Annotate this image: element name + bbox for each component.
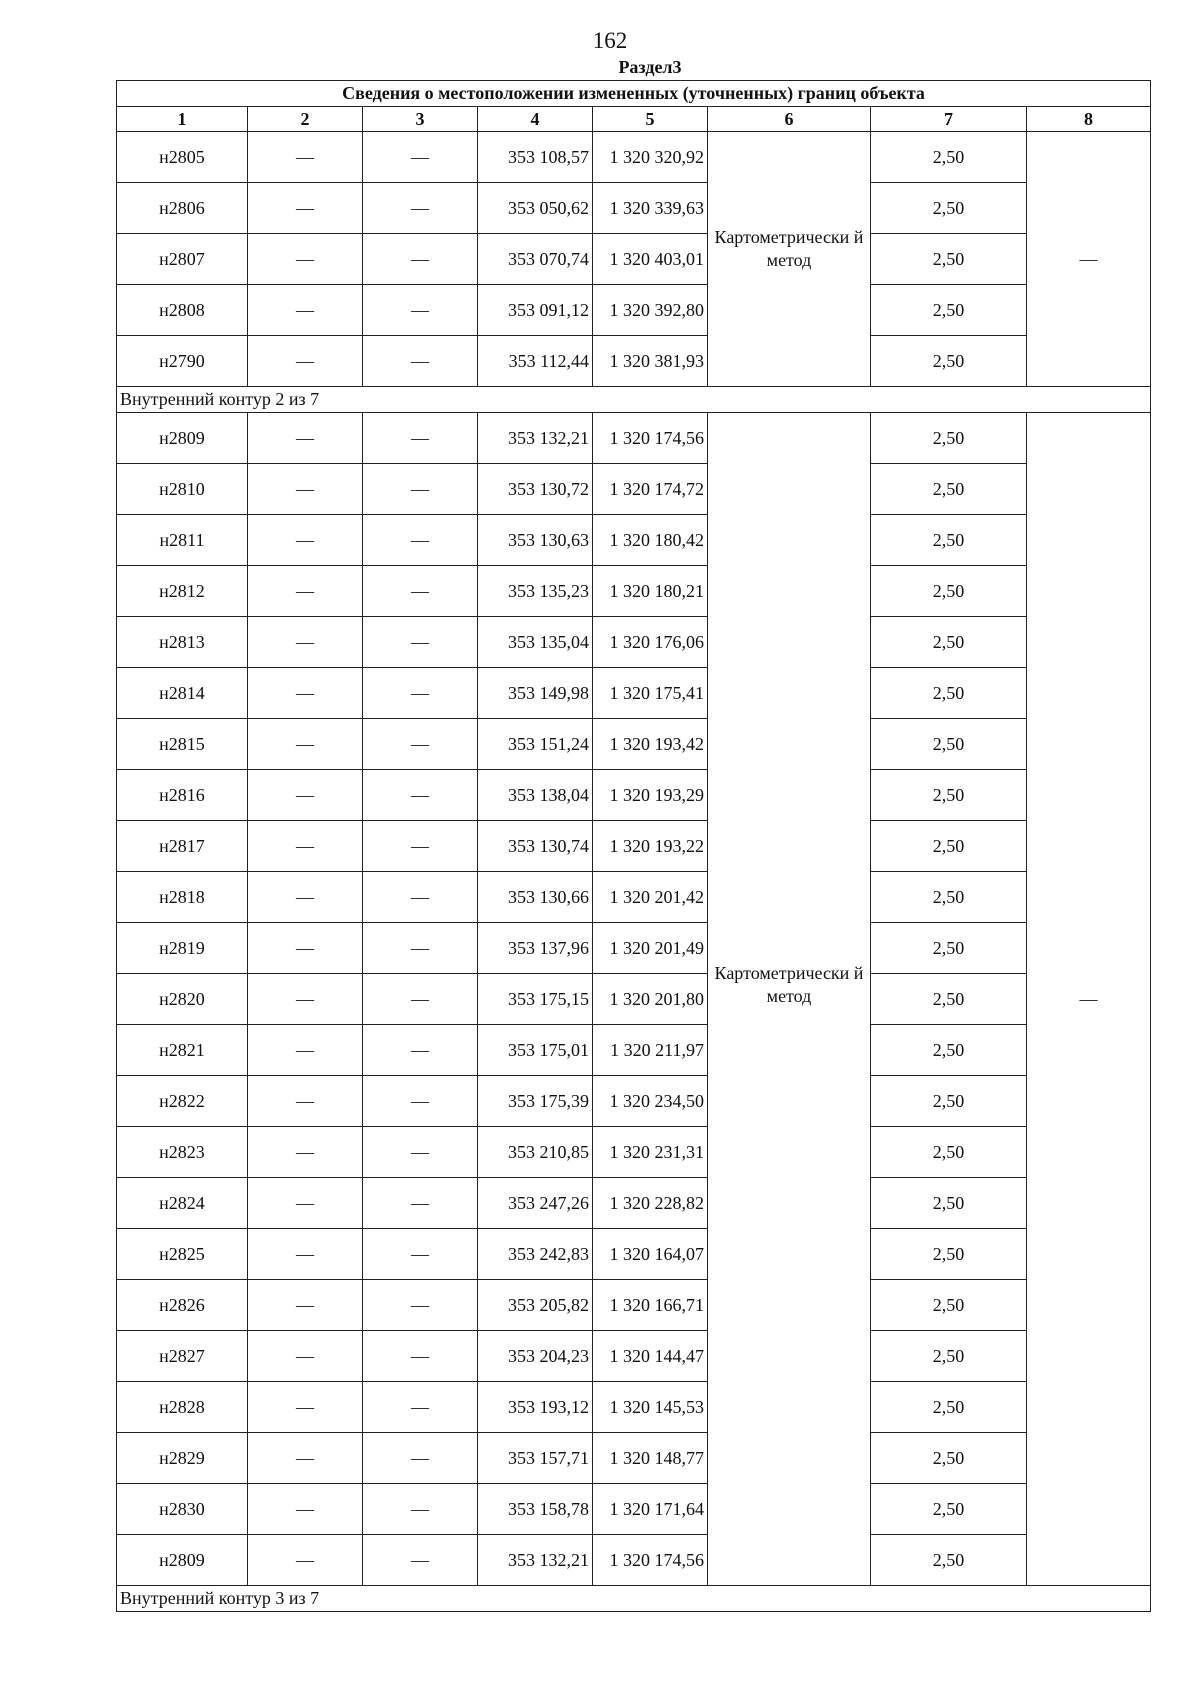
table-row: [117, 1025, 1151, 1076]
table-row: [117, 923, 1151, 974]
point-name-cell: н2821: [117, 1025, 248, 1076]
column-3-cell: —: [363, 183, 478, 234]
column-2-cell: —: [248, 923, 363, 974]
accuracy-cell: 2,50: [871, 617, 1027, 668]
x-coordinate-cell: 353 158,78: [478, 1484, 593, 1535]
point-name-cell: н2809: [117, 1535, 248, 1586]
accuracy-cell: 2,50: [871, 1076, 1027, 1127]
y-coordinate-cell: 1 320 201,42: [593, 872, 708, 923]
y-coordinate-cell: 1 320 145,53: [593, 1382, 708, 1433]
y-coordinate-cell: 1 320 164,07: [593, 1229, 708, 1280]
accuracy-cell: 2,50: [871, 464, 1027, 515]
column-2-cell: —: [248, 234, 363, 285]
column-3-cell: —: [363, 617, 478, 668]
accuracy-cell: 2,50: [871, 336, 1027, 387]
column-3-cell: —: [363, 566, 478, 617]
y-coordinate-cell: 1 320 234,50: [593, 1076, 708, 1127]
table-row: [117, 974, 1151, 1025]
point-name-cell: н2819: [117, 923, 248, 974]
accuracy-cell: 2,50: [871, 413, 1027, 464]
column-2-cell: —: [248, 132, 363, 183]
column-2-cell: —: [248, 1076, 363, 1127]
column-3-cell: —: [363, 285, 478, 336]
table-row: [117, 872, 1151, 923]
y-coordinate-cell: 1 320 174,72: [593, 464, 708, 515]
point-name-cell: н2815: [117, 719, 248, 770]
column-2-cell: —: [248, 1127, 363, 1178]
column-number: 5: [593, 107, 708, 132]
column-3-cell: —: [363, 821, 478, 872]
accuracy-cell: 2,50: [871, 515, 1027, 566]
y-coordinate-cell: 1 320 201,80: [593, 974, 708, 1025]
column-3-cell: —: [363, 1076, 478, 1127]
point-name-cell: н2811: [117, 515, 248, 566]
table-row: [117, 1127, 1151, 1178]
y-coordinate-cell: 1 320 339,63: [593, 183, 708, 234]
boundary-coordinates-table: [116, 80, 1151, 1612]
column-2-cell: —: [248, 464, 363, 515]
x-coordinate-cell: 353 210,85: [478, 1127, 593, 1178]
table-row: [117, 464, 1151, 515]
column-2-cell: —: [248, 974, 363, 1025]
column-2-cell: —: [248, 413, 363, 464]
column-2-cell: —: [248, 1484, 363, 1535]
column-number: 4: [478, 107, 593, 132]
column-3-cell: —: [363, 336, 478, 387]
column-3-cell: —: [363, 234, 478, 285]
y-coordinate-cell: 1 320 193,22: [593, 821, 708, 872]
x-coordinate-cell: 353 070,74: [478, 234, 593, 285]
column-3-cell: —: [363, 974, 478, 1025]
table-row: [117, 566, 1151, 617]
x-coordinate-cell: 353 132,21: [478, 413, 593, 464]
table-row: [117, 183, 1151, 234]
x-coordinate-cell: 353 135,04: [478, 617, 593, 668]
accuracy-cell: 2,50: [871, 285, 1027, 336]
point-name-cell: н2812: [117, 566, 248, 617]
table-row: [117, 1280, 1151, 1331]
y-coordinate-cell: 1 320 392,80: [593, 285, 708, 336]
x-coordinate-cell: 353 193,12: [478, 1382, 593, 1433]
column-2-cell: —: [248, 821, 363, 872]
column-8-cell: —: [1027, 413, 1151, 1586]
x-coordinate-cell: 353 108,57: [478, 132, 593, 183]
table-row: [117, 1331, 1151, 1382]
accuracy-cell: 2,50: [871, 923, 1027, 974]
column-2-cell: —: [248, 1229, 363, 1280]
column-2-cell: —: [248, 1025, 363, 1076]
column-3-cell: —: [363, 132, 478, 183]
section-title: Раздел3: [618, 57, 682, 77]
point-name-cell: н2809: [117, 413, 248, 464]
point-name-cell: н2817: [117, 821, 248, 872]
column-2-cell: —: [248, 1535, 363, 1586]
y-coordinate-cell: 1 320 148,77: [593, 1433, 708, 1484]
column-3-cell: —: [363, 1382, 478, 1433]
point-name-cell: н2810: [117, 464, 248, 515]
x-coordinate-cell: 353 130,74: [478, 821, 593, 872]
point-name-cell: н2825: [117, 1229, 248, 1280]
column-2-cell: —: [248, 770, 363, 821]
table-row: [117, 821, 1151, 872]
y-coordinate-cell: 1 320 174,56: [593, 1535, 708, 1586]
table-row: [117, 1382, 1151, 1433]
table-row: [117, 285, 1151, 336]
column-3-cell: —: [363, 413, 478, 464]
y-coordinate-cell: 1 320 231,31: [593, 1127, 708, 1178]
point-name-cell: н2813: [117, 617, 248, 668]
table-row: [117, 336, 1151, 387]
table-title: Сведения о местоположении измененных (уточненных) границ объекта: [117, 81, 1151, 107]
point-name-cell: н2827: [117, 1331, 248, 1382]
table-row: [117, 770, 1151, 821]
contour-label: Внутренний контур 2 из 7: [117, 387, 1151, 413]
y-coordinate-cell: 1 320 228,82: [593, 1178, 708, 1229]
table-row: [117, 234, 1151, 285]
y-coordinate-cell: 1 320 193,29: [593, 770, 708, 821]
accuracy-cell: 2,50: [871, 1433, 1027, 1484]
column-3-cell: —: [363, 668, 478, 719]
column-2-cell: —: [248, 1433, 363, 1484]
point-name-cell: н2828: [117, 1382, 248, 1433]
x-coordinate-cell: 353 175,39: [478, 1076, 593, 1127]
point-name-cell: н2805: [117, 132, 248, 183]
point-name-cell: н2830: [117, 1484, 248, 1535]
accuracy-cell: 2,50: [871, 872, 1027, 923]
contour-label-row: [117, 387, 1151, 413]
x-coordinate-cell: 353 135,23: [478, 566, 593, 617]
y-coordinate-cell: 1 320 144,47: [593, 1331, 708, 1382]
page-number: 162: [592, 28, 628, 53]
table-row: [117, 617, 1151, 668]
accuracy-cell: 2,50: [871, 1229, 1027, 1280]
table-title-row: [117, 81, 1151, 107]
point-name-cell: н2824: [117, 1178, 248, 1229]
column-2-cell: —: [248, 515, 363, 566]
table-row: [117, 515, 1151, 566]
column-3-cell: —: [363, 923, 478, 974]
column-3-cell: —: [363, 464, 478, 515]
contour-label-row: [117, 1586, 1151, 1612]
accuracy-cell: 2,50: [871, 1331, 1027, 1382]
column-number: 3: [363, 107, 478, 132]
point-name-cell: н2807: [117, 234, 248, 285]
point-name-cell: н2829: [117, 1433, 248, 1484]
point-name-cell: н2814: [117, 668, 248, 719]
y-coordinate-cell: 1 320 166,71: [593, 1280, 708, 1331]
x-coordinate-cell: 353 175,15: [478, 974, 593, 1025]
accuracy-cell: 2,50: [871, 566, 1027, 617]
column-2-cell: —: [248, 1382, 363, 1433]
column-2-cell: —: [248, 1280, 363, 1331]
table-row: [117, 668, 1151, 719]
column-3-cell: —: [363, 1178, 478, 1229]
column-number: 6: [708, 107, 871, 132]
contour-label: Внутренний контур 3 из 7: [117, 1586, 1151, 1612]
column-2-cell: —: [248, 183, 363, 234]
x-coordinate-cell: 353 151,24: [478, 719, 593, 770]
column-2-cell: —: [248, 1331, 363, 1382]
column-2-cell: —: [248, 1178, 363, 1229]
column-2-cell: —: [248, 668, 363, 719]
column-3-cell: —: [363, 872, 478, 923]
column-3-cell: —: [363, 1229, 478, 1280]
column-3-cell: —: [363, 770, 478, 821]
column-3-cell: —: [363, 1535, 478, 1586]
column-number: 8: [1027, 107, 1151, 132]
x-coordinate-cell: 353 091,12: [478, 285, 593, 336]
x-coordinate-cell: 353 157,71: [478, 1433, 593, 1484]
y-coordinate-cell: 1 320 180,42: [593, 515, 708, 566]
y-coordinate-cell: 1 320 174,56: [593, 413, 708, 464]
accuracy-cell: 2,50: [871, 668, 1027, 719]
accuracy-cell: 2,50: [871, 1382, 1027, 1433]
x-coordinate-cell: 353 204,23: [478, 1331, 593, 1382]
method-cell: Картометрически й метод: [708, 413, 871, 1586]
point-name-cell: н2822: [117, 1076, 248, 1127]
column-3-cell: —: [363, 1127, 478, 1178]
y-coordinate-cell: 1 320 211,97: [593, 1025, 708, 1076]
table-row: [117, 1076, 1151, 1127]
x-coordinate-cell: 353 112,44: [478, 336, 593, 387]
accuracy-cell: 2,50: [871, 974, 1027, 1025]
y-coordinate-cell: 1 320 171,64: [593, 1484, 708, 1535]
x-coordinate-cell: 353 130,66: [478, 872, 593, 923]
x-coordinate-cell: 353 149,98: [478, 668, 593, 719]
column-3-cell: —: [363, 1433, 478, 1484]
accuracy-cell: 2,50: [871, 1025, 1027, 1076]
point-name-cell: н2820: [117, 974, 248, 1025]
column-3-cell: —: [363, 1025, 478, 1076]
y-coordinate-cell: 1 320 175,41: [593, 668, 708, 719]
point-name-cell: н2823: [117, 1127, 248, 1178]
column-3-cell: —: [363, 1331, 478, 1382]
table-row: [117, 719, 1151, 770]
x-coordinate-cell: 353 137,96: [478, 923, 593, 974]
column-2-cell: —: [248, 719, 363, 770]
column-3-cell: —: [363, 719, 478, 770]
table-row: [117, 1535, 1151, 1586]
x-coordinate-cell: 353 130,63: [478, 515, 593, 566]
column-2-cell: —: [248, 617, 363, 668]
point-name-cell: н2790: [117, 336, 248, 387]
column-number: 7: [871, 107, 1027, 132]
accuracy-cell: 2,50: [871, 1127, 1027, 1178]
column-3-cell: —: [363, 515, 478, 566]
x-coordinate-cell: 353 242,83: [478, 1229, 593, 1280]
y-coordinate-cell: 1 320 176,06: [593, 617, 708, 668]
y-coordinate-cell: 1 320 320,92: [593, 132, 708, 183]
point-name-cell: н2818: [117, 872, 248, 923]
x-coordinate-cell: 353 247,26: [478, 1178, 593, 1229]
accuracy-cell: 2,50: [871, 234, 1027, 285]
accuracy-cell: 2,50: [871, 821, 1027, 872]
x-coordinate-cell: 353 132,21: [478, 1535, 593, 1586]
point-name-cell: н2826: [117, 1280, 248, 1331]
x-coordinate-cell: 353 138,04: [478, 770, 593, 821]
x-coordinate-cell: 353 130,72: [478, 464, 593, 515]
table-row: [117, 1484, 1151, 1535]
column-8-cell: —: [1027, 132, 1151, 387]
accuracy-cell: 2,50: [871, 1280, 1027, 1331]
column-2-cell: —: [248, 285, 363, 336]
accuracy-cell: 2,50: [871, 1178, 1027, 1229]
accuracy-cell: 2,50: [871, 132, 1027, 183]
table-row: [117, 1178, 1151, 1229]
y-coordinate-cell: 1 320 201,49: [593, 923, 708, 974]
x-coordinate-cell: 353 175,01: [478, 1025, 593, 1076]
column-number-row: [117, 107, 1151, 132]
y-coordinate-cell: 1 320 180,21: [593, 566, 708, 617]
column-number: 2: [248, 107, 363, 132]
y-coordinate-cell: 1 320 193,42: [593, 719, 708, 770]
accuracy-cell: 2,50: [871, 183, 1027, 234]
column-3-cell: —: [363, 1484, 478, 1535]
column-3-cell: —: [363, 1280, 478, 1331]
accuracy-cell: 2,50: [871, 770, 1027, 821]
accuracy-cell: 2,50: [871, 1484, 1027, 1535]
column-2-cell: —: [248, 336, 363, 387]
y-coordinate-cell: 1 320 381,93: [593, 336, 708, 387]
column-number: 1: [117, 107, 248, 132]
y-coordinate-cell: 1 320 403,01: [593, 234, 708, 285]
table-row: [117, 1433, 1151, 1484]
table-row: [117, 1229, 1151, 1280]
accuracy-cell: 2,50: [871, 719, 1027, 770]
column-2-cell: —: [248, 872, 363, 923]
point-name-cell: н2816: [117, 770, 248, 821]
point-name-cell: н2808: [117, 285, 248, 336]
x-coordinate-cell: 353 205,82: [478, 1280, 593, 1331]
point-name-cell: н2806: [117, 183, 248, 234]
table-row: [117, 132, 1151, 183]
column-2-cell: —: [248, 566, 363, 617]
table-row: [117, 413, 1151, 464]
accuracy-cell: 2,50: [871, 1535, 1027, 1586]
x-coordinate-cell: 353 050,62: [478, 183, 593, 234]
method-cell: Картометрически й метод: [708, 132, 871, 387]
